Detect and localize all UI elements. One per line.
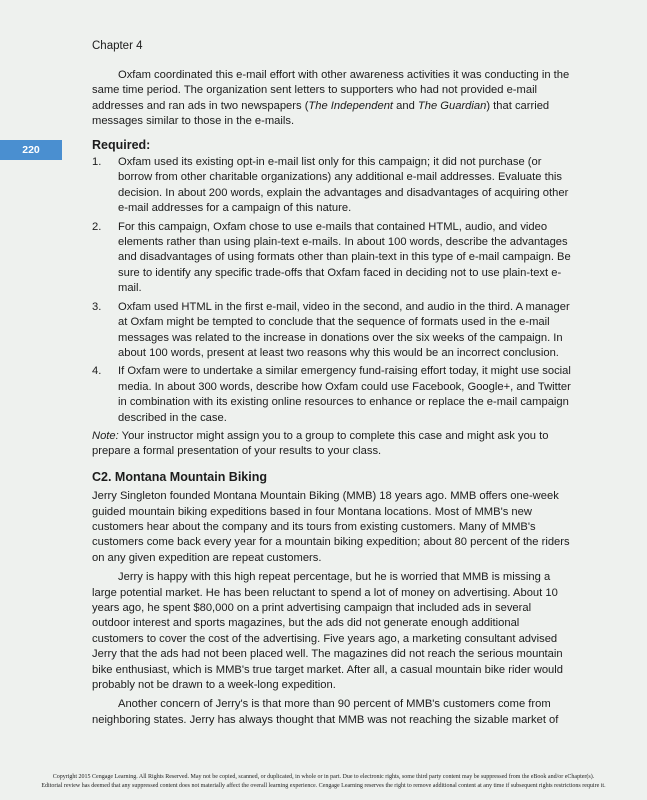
intro-paragraph: Oxfam coordinated this e-mail effort with other awareness activities it was conducting in the same time period. The organization sent letters to supporters who had not provided e-mail addresses and ran ads in two newspapers (The Independent and The Guardian) that carried messages similar to those in the e-mails. [92,69,570,128]
case-paragraph: Jerry Singleton founded Montana Mountain Biking (MMB) 18 years ago. MMB offers one-week guided mountain biking expeditions based in four Montana locations. Most of MMB's new customers hear about the company and its tours from existing customers. Many of MMB's customers come back every year for a mountain biking expedition; about 80 percent of the riders on any given expedition are repeat customers. [92,490,570,564]
case-paragraph: Jerry is happy with this high repeat percentage, but he is worried that MMB is missing a large potential market. He has been reluctant to spend a lot of money on advertising. About 10 years ago, he spent $80,000 on a print advertising campaign that included ads in several outdoor interest and sports magazines, but the ads did not generate enough additional customers to cover the cost of the advertising. Five years ago, a marketing consultant advised Jerry that the ads had not been placed well. The magazines did not reach the serious mountain bike enthusiast, which is MMB's true target market. After all, a casual mountain bike rider would probably not be drawn to a week-long expedition. [92,571,563,692]
copyright-footer: Copyright 2015 Cengage Learning. All Rights Reserved. May not be copied, scanned, or duplicated, in whole or in part. Due to electronic rights, some third party content may be suppressed from the eBook and/or eChapter(s). Editorial review has deemed that any suppressed content does not materially affect the overall learning experience. Cengage Learning reserves the right to remove additional content at any time if subsequent rights restrictions require it. [41,774,606,789]
newspaper-name: The Guardian [417,99,487,112]
newspaper-name: The Independent [308,99,394,112]
note-label: Note: [92,429,119,442]
page-content [92,68,572,732]
required-item: 1. Oxfam used its existing opt-in e-mail list only for this campaign; it did not purchase (or borrow from other charitable organizations) any additional e-mail addresses. Evaluate this decision. In about 200 words, explain the advantages and disadvantages of acquiring other e-mail addresses for a campaign of this nature. [92,156,569,215]
required-item: 3. Oxfam used HTML in the first e-mail, video in the second, and audio in the third. A manager at Oxfam might be tempted to conclude that the sequence of formats used in the e-mail messages was related to the increase in donations over the six weeks of the campaign. In about 100 words, present at least two reasons why this would be an incorrect conclusion. [92,300,570,359]
required-item: 2. For this campaign, Oxfam chose to use e-mails that contained HTML, audio, and video elements rather than using plain-text e-mails. In about 100 words, describe the advantages and disadvantages of using formats other than plain-text in this type of e-mail campaign. Be sure to identify any specific trade-offs that Oxfam faced in deciding not to use plain-text e-mail. [92,220,571,295]
note-paragraph: Note: Your instructor might assign you to a group to complete this case and might ask you to prepare a formal presentation of your results to your class. [92,429,549,458]
case-title: C2. Montana Mountain Biking [92,469,267,484]
case-paragraph: Another concern of Jerry's is that more than 90 percent of MMB's customers come from neighboring states. Jerry has always thought that MMB was not reaching the sizable market of [92,698,559,726]
chapter-header: Chapter 4 [92,40,143,52]
required-item: 4. If Oxfam were to undertake a similar emergency fund-raising effort today, it might use social media. In about 300 words, describe how Oxfam could use Facebook, Google+, and Twitter in combination with its existing online resources to enhance or replace the e-mail campaign described in the case. [92,365,571,424]
page-number-tab: 220 [0,140,62,160]
required-list [92,155,572,426]
required-heading: Required: [92,137,151,152]
